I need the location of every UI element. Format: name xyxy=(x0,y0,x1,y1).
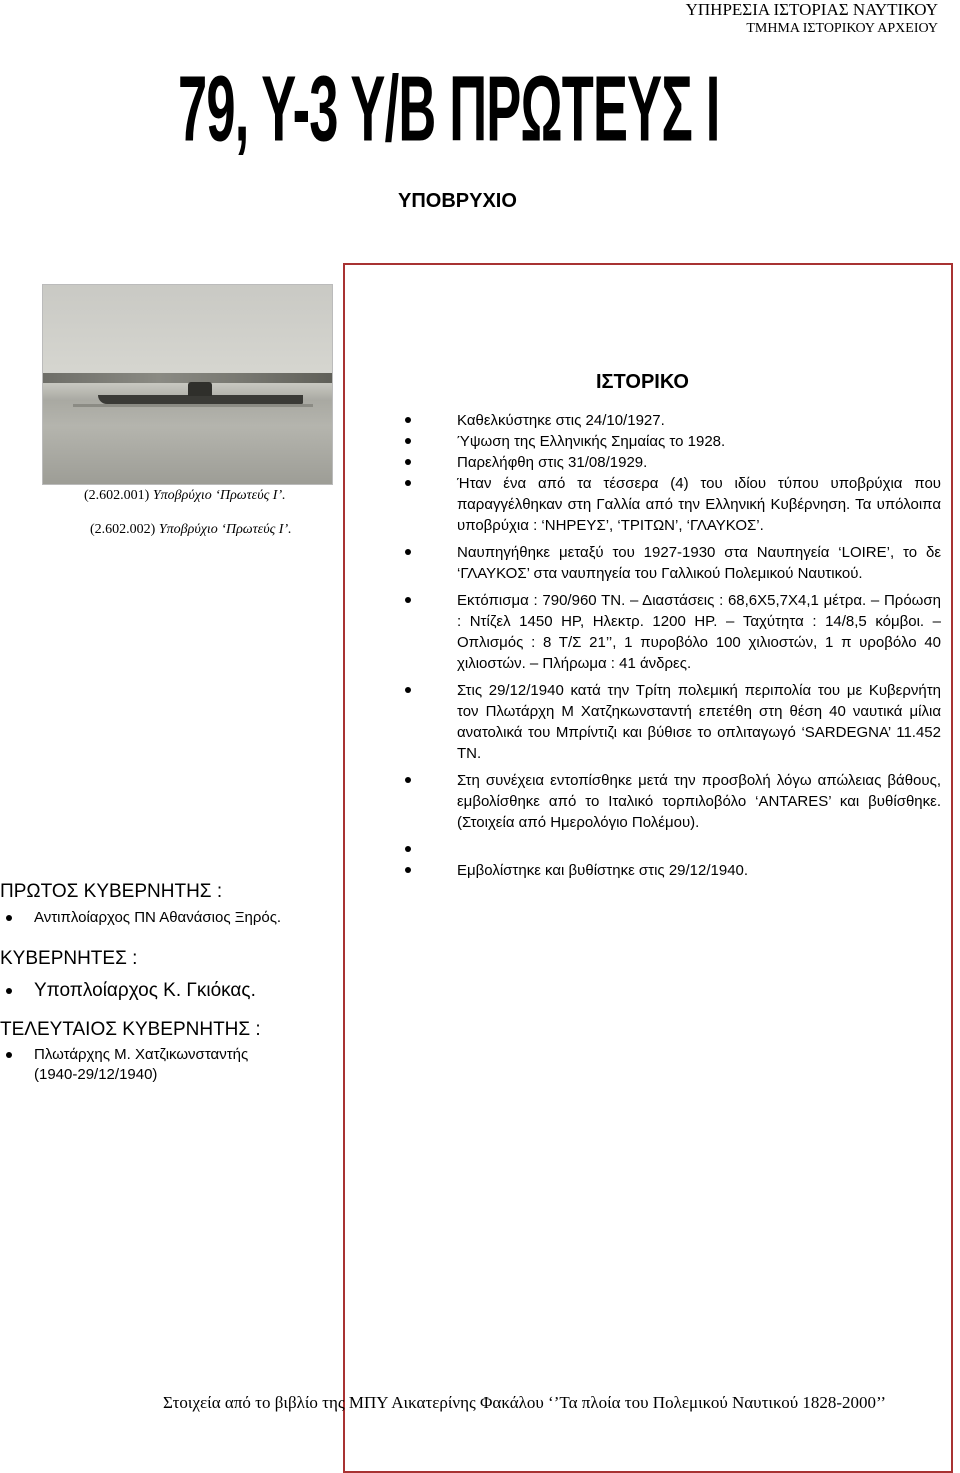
photo-wake xyxy=(73,404,313,407)
caption-number: (2.602.002) xyxy=(90,522,156,537)
commander-name: Υποπλοίαρχος Κ. Γκιόκας. xyxy=(34,980,256,1001)
photo-caption-2 xyxy=(90,522,292,538)
bullet-icon xyxy=(405,846,411,852)
source-footer: Στοιχεία από το βιβλίο της ΜΠΥ Αικατερίνης Φακάλου ‘’Τα πλοία του Πολεμικού Ναυτικού 1828-2000’’ xyxy=(163,1393,887,1412)
commanders-section xyxy=(0,948,340,1003)
page-title: 79, Υ-3 Υ/Β ΠΡΩΤΕΥΣ Ι xyxy=(178,56,720,161)
last-commander-heading: ΤΕΛΕΥΤΑΙΟΣ ΚΥΒΕΡΝΗΤΗΣ : xyxy=(0,1019,261,1040)
history-item xyxy=(405,590,941,674)
photo-conning-tower xyxy=(188,382,212,396)
submarine-photo xyxy=(42,284,333,485)
first-commander-name: Αντιπλοίαρχος ΠΝ Αθανάσιος Ξηρός. xyxy=(34,909,282,926)
caption-text: Υποβρύχιο ‘Πρωτεύς Ι’. xyxy=(158,522,292,537)
history-item xyxy=(405,860,941,881)
caption-number: (2.602.001) xyxy=(84,488,150,503)
archive-header xyxy=(686,0,938,38)
history-item-text: Καθελκύστηκε στις 24/10/1927. xyxy=(457,412,665,429)
history-item xyxy=(405,452,941,473)
history-item xyxy=(405,410,941,431)
photo-shoreline xyxy=(43,373,332,383)
history-item-text: Στη συνέχεια εντοπίσθηκε μετά την προσβολή λόγω απώλειας βάθους, εμβολίσθηκε από το Ιταλικό τορπιλοβόλο ‘ANTARES’ και βυθίσθηκε. (Στοιχεία από Ημερολόγιο Πολέμου). xyxy=(457,772,941,831)
photo-caption-1 xyxy=(84,488,286,504)
last-commander-name: Πλωτάρχης Μ. Χατζικωνσταντής xyxy=(34,1046,249,1063)
bullet-icon xyxy=(405,777,411,783)
bullet-icon xyxy=(405,687,411,693)
first-commander-item xyxy=(0,908,340,928)
history-item xyxy=(405,680,941,764)
first-commander-section xyxy=(0,881,340,928)
first-commander-heading: ΠΡΩΤΟΣ ΚΥΒΕΡΝΗΤΗΣ : xyxy=(0,881,223,902)
history-item-empty xyxy=(405,839,941,860)
history-item-text: Στις 29/12/1940 κατά την Τρίτη πολεμική περιπολία του με Κυβερνήτη τον Πλωτάρχη Μ Χατζηκωνσταντή επετέθη στη θέση 40 ναυτικά μίλια ανατολικά του Μπρίντιζι και βύθισε το οπλιταγωγό ‘SARDEGNA’ 11.452 ΤΝ. xyxy=(457,682,941,762)
last-commander-dates: (1940-29/12/1940) xyxy=(34,1066,158,1083)
history-item-text: Ναυπηγήθηκε μεταξύ του 1927-1930 στα Ναυπηγεία ‘LOIRE’, το δε ‘ΓΛΑΥΚΟΣ’ στα ναυπηγεία του Γαλλικού Πολεμικού Ναυτικού. xyxy=(457,544,941,582)
bullet-icon xyxy=(405,417,411,423)
history-item-text: Ήταν ένα από τα τέσσερα (4) του ιδίου τύπου υποβρύχια που παραγγέλθηκαν στη Γαλλία από την Ελληνική Κυβέρνηση. Τα υπόλοιπα υποβρύχια : ‘ΝΗΡΕΥΣ’, ‘ΤΡΙΤΩΝ’, ‘ΓΛΑΥΚΟΣ’. xyxy=(457,475,941,534)
caption-text: Υποβρύχιο ‘Πρωτεύς Ι’. xyxy=(152,488,286,503)
page-subtitle: ΥΠΟΒΡΥΧΙΟ xyxy=(398,190,517,212)
history-item-text: Εκτόπισμα : 790/960 ΤΝ. – Διαστάσεις : 68,6Χ5,7Χ4,1 μέτρα. – Πρόωση : Ντίζελ 1450 HP, Ηλεκτρ. 1200 HP. – Ταχύτητα : 14/8,5 κόμβοι. – Οπλισμός : 8 Τ/Σ 21’’, 1 πυροβόλο 100 χιλιοστών, 1 π υροβόλο 40 χιλιοστών. – Πλήρωμα : 41 άνδρες. xyxy=(457,592,941,672)
last-commander-section xyxy=(0,1019,340,1085)
history-item xyxy=(405,431,941,452)
history-list xyxy=(405,410,941,881)
header-service: ΥΠΗΡΕΣΙΑ ΙΣΤΟΡΙΑΣ ΝΑΥΤΙΚΟΥ xyxy=(685,0,938,19)
photo-submarine-hull xyxy=(98,395,303,404)
history-title: ΙΣΤΟΡΙΚΟ xyxy=(596,371,689,393)
bullet-icon xyxy=(405,867,411,873)
bullet-icon xyxy=(6,915,12,921)
commander-item xyxy=(0,979,340,1003)
history-item-text: Ύψωση της Ελληνικής Σημαίας το 1928. xyxy=(457,433,726,450)
header-department: ΤΜΗΜΑ ΙΣΤΟΡΙΚΟΥ ΑΡΧΕΙΟΥ xyxy=(746,21,938,36)
history-item xyxy=(405,542,941,584)
bullet-icon xyxy=(405,459,411,465)
bullet-icon xyxy=(6,988,12,994)
bullet-icon xyxy=(405,438,411,444)
bullet-icon xyxy=(405,549,411,555)
history-item xyxy=(405,473,941,536)
history-item-text: Παρελήφθη στις 31/08/1929. xyxy=(457,454,648,471)
bullet-icon xyxy=(405,480,411,486)
last-commander-item xyxy=(0,1045,340,1085)
history-item xyxy=(405,770,941,833)
history-item-text: Εμβολίστηκε και βυθίστηκε στις 29/12/1940. xyxy=(457,862,749,879)
bullet-icon xyxy=(405,597,411,603)
bullet-icon xyxy=(6,1052,12,1058)
photo-water xyxy=(43,425,332,484)
commanders-heading: ΚΥΒΕΡΝΗΤΕΣ : xyxy=(0,948,138,969)
